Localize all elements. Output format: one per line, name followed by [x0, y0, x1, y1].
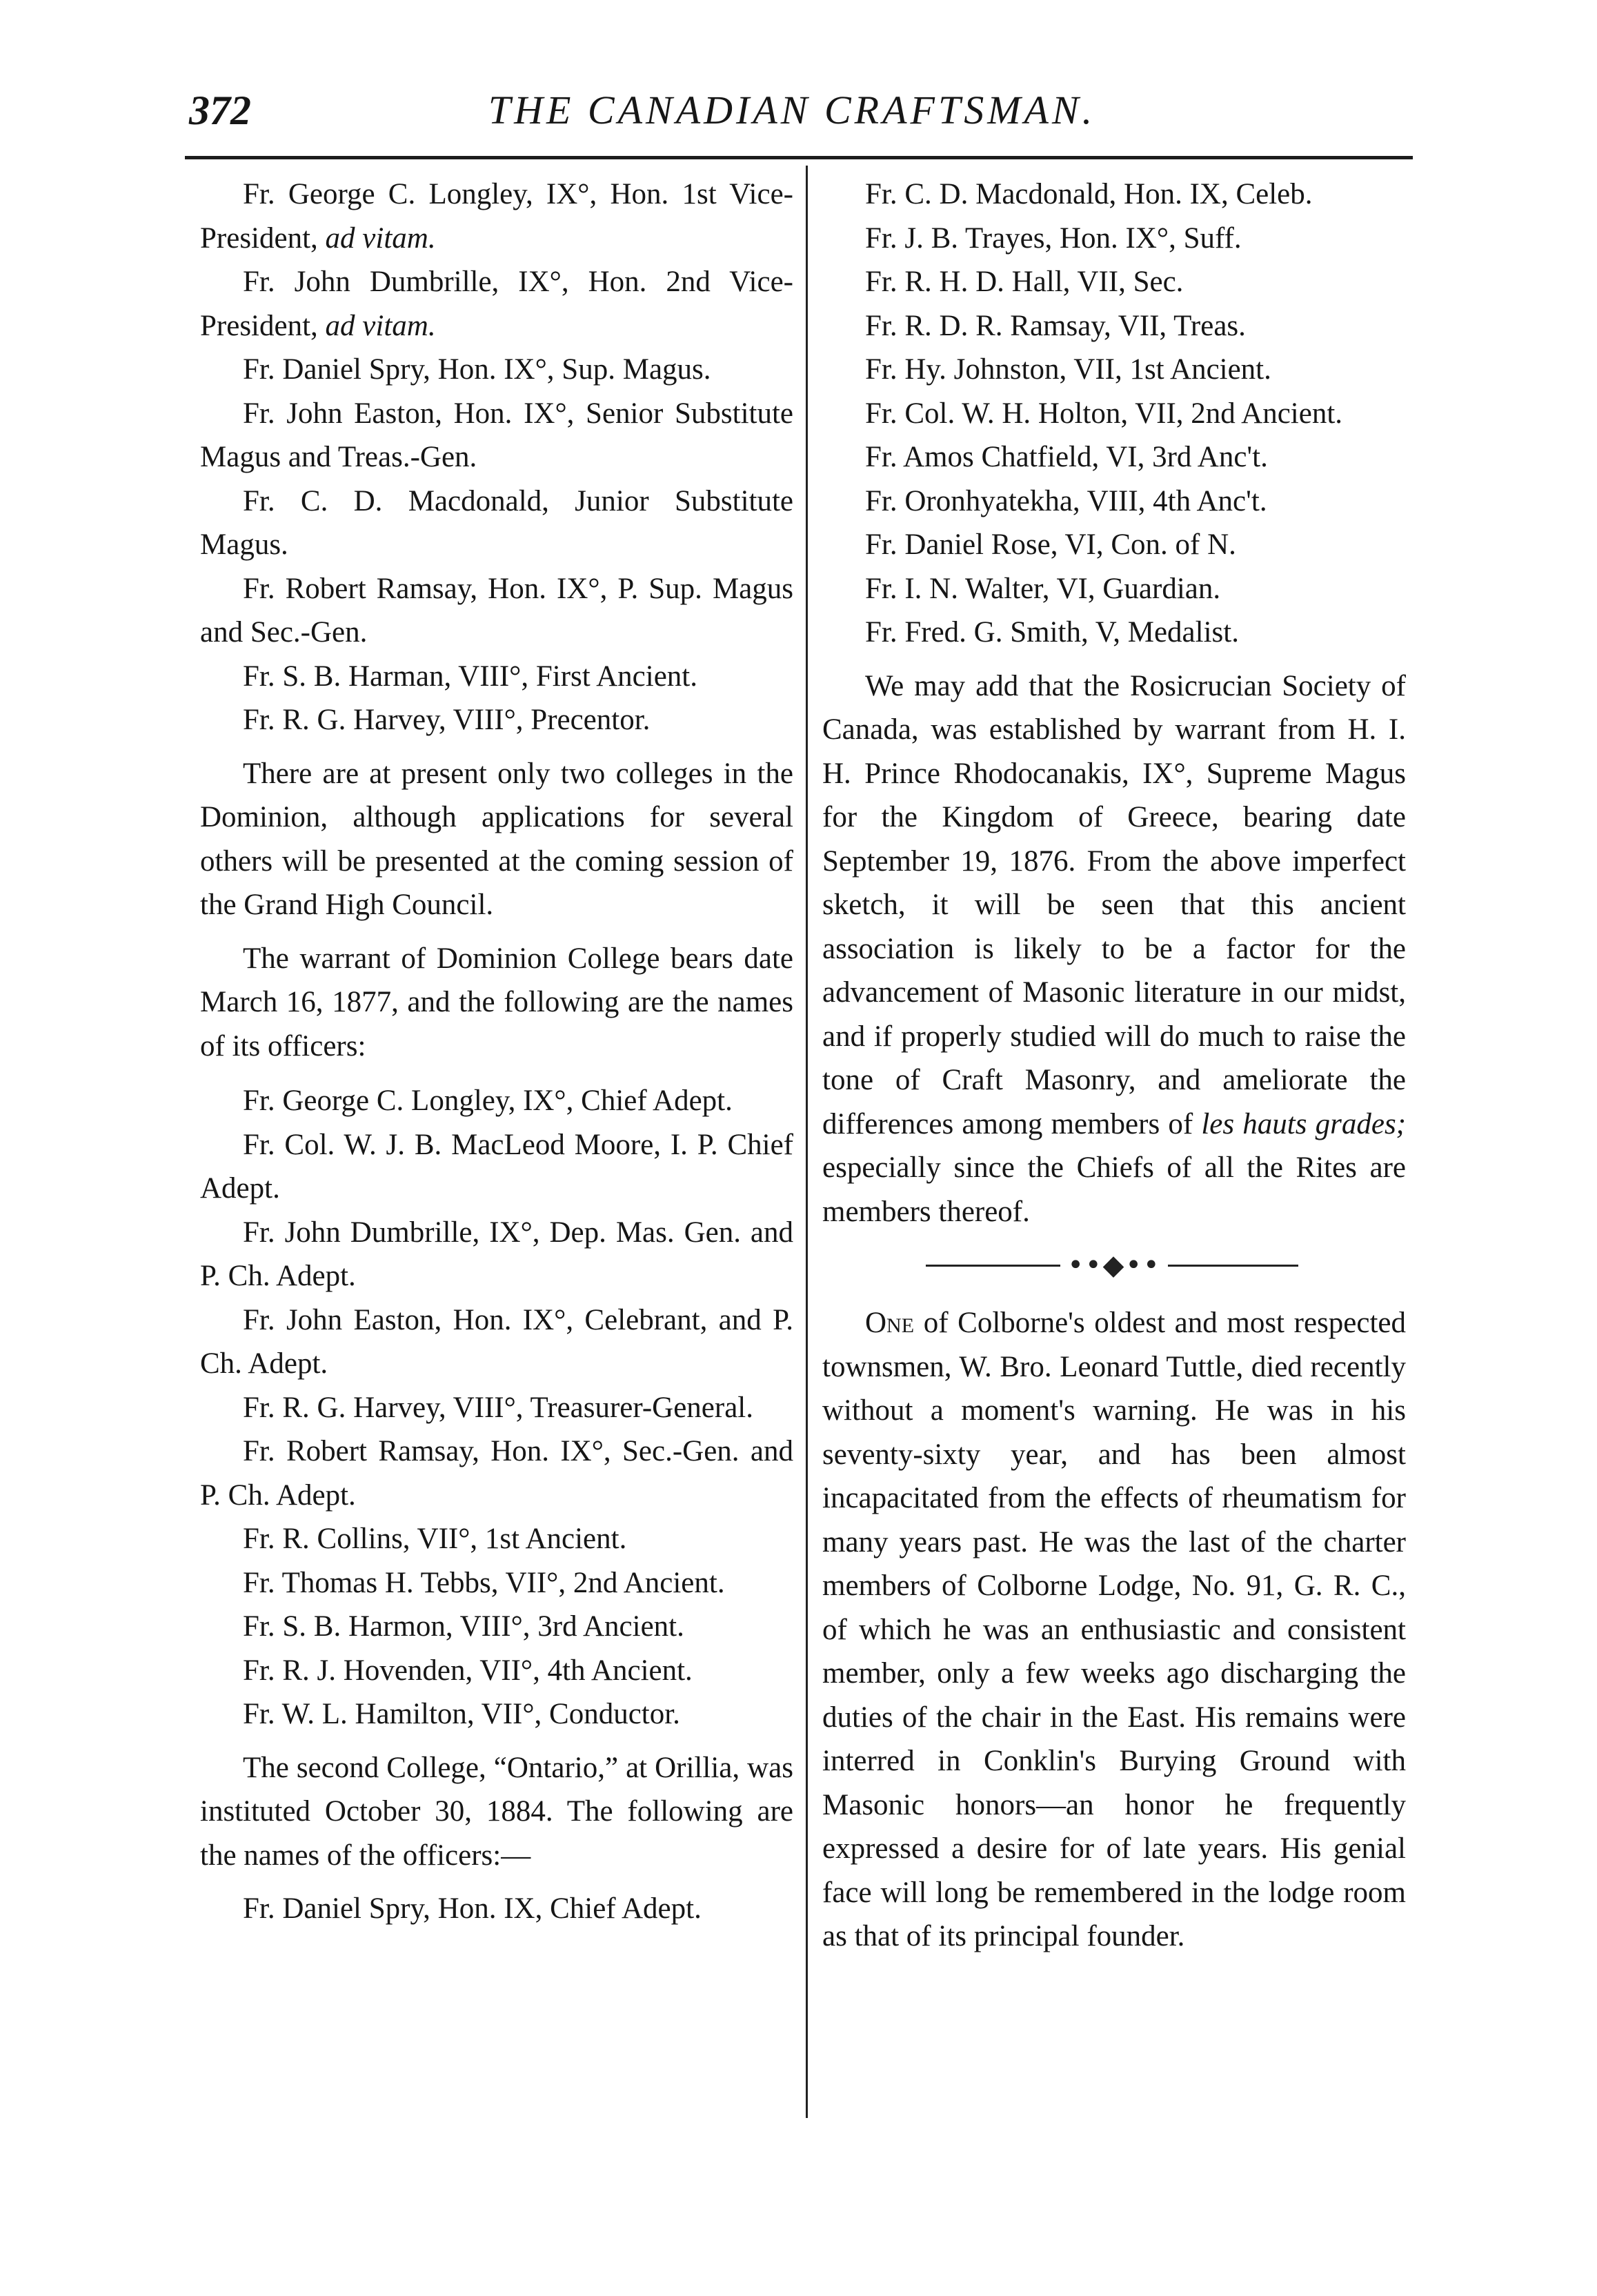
section-separator [822, 1240, 1406, 1292]
ontario-officer-entry: Fr. C. D. Macdonald, Hon. IX, Celeb. [865, 178, 1313, 210]
dominion-officer-entry: Fr. Thomas H. Tebbs, VII°, 2nd Ancient. [243, 1566, 725, 1599]
ontario-officer-entry: Fr. J. B. Trayes, Hon. IX°, Suff. [865, 221, 1242, 255]
column-divider [806, 166, 808, 2118]
page-number: 372 [189, 88, 251, 133]
ornament-icon: ••◆•• [822, 1245, 1406, 1286]
dominion-officer-entry: Fr. John Easton, Hon. IX°, Celebrant, and P. Ch. Adept. [200, 1303, 793, 1380]
ontario-officer-entry: Fr. Col. W. H. Holton, VII, 2nd Ancient. [865, 397, 1343, 430]
ontario-officer-entry: Fr. Amos Chatfield, VI, 3rd Anc't. [865, 441, 1268, 473]
council-officer-entry: Fr. Daniel Spry, Hon. IX°, Sup. Magus. [243, 353, 711, 386]
council-officer-entry: Fr. John Dumbrille, IX°, Hon. 2nd Vice-President, ad vitam. [200, 266, 793, 342]
ontario-officer-entry: Fr. R. H. D. Hall, VII, Sec. [865, 266, 1184, 298]
dominion-officer-entry: Fr. John Dumbrille, IX°, Dep. Mas. Gen. and P. Ch. Adept. [200, 1216, 793, 1292]
paragraph-ontario-college: The second College, “Ontario,” at Orillia, was instituted October 30, 1884. The following are the names of the officers:— [200, 1751, 793, 1872]
council-officer-entry: Fr. George C. Longley, IX°, Hon. 1st Vice-President, ad vitam. [200, 178, 793, 255]
paragraph-dominion-college: The warrant of Dominion College bears date March 16, 1877, and the following are the names of its officers: [200, 942, 793, 1062]
dominion-officer-entry: Fr. R. G. Harvey, VIII°, Treasurer-General. [243, 1391, 753, 1424]
council-officer-entry: Fr. S. B. Harman, VIII°, First Ancient. [243, 660, 697, 693]
council-officer-entry: Fr. Robert Ramsay, Hon. IX°, P. Sup. Magus and Sec.-Gen. [200, 572, 793, 649]
ontario-officer-entry: Fr. R. D. R. Ramsay, VII, Treas. [865, 309, 1246, 342]
council-officer-entry: Fr. R. G. Harvey, VIII°, Precentor. [243, 704, 651, 736]
dominion-officer-list [200, 1079, 793, 1736]
ontario-officer-entry: Fr. I. N. Walter, VI, Guardian. [865, 572, 1221, 605]
paragraph-obituary: One of Colborne's oldest and most respected townsmen, W. Bro. Leonard Tuttle, died recently without a moment's warning. He was in his seventy-sixty year, and has been almost incapacitated from the effects of rheumatism for many years past. He was the last of the charter members of Colborne Lodge, No. 91, G. R. C., of which he was an enthusiastic and consistent member, only a few weeks ago discharging the duties of the chair in the East. His remains were interred in Conklin's Burying Ground with Masonic honors—an honor he frequently expressed a desire for of late years. His genial face will long be remembered in the lodge room as that of its principal founder. [822, 1307, 1406, 1952]
ontario-officer-entry: Fr. Hy. Johnston, VII, 1st Ancient. [865, 353, 1271, 386]
obituary-lead-word: One [865, 1307, 915, 1339]
dominion-officer-entry: Fr. S. B. Harmon, VIII°, 3rd Ancient. [243, 1610, 684, 1643]
dominion-officer-entry: Fr. R. J. Hovenden, VII°, 4th Ancient. [243, 1654, 693, 1687]
council-officer-entry: Fr. John Easton, Hon. IX°, Senior Substitute Magus and Treas.-Gen. [200, 397, 793, 473]
ontario-officer-entry: Fr. Daniel Spry, Hon. IX, Chief Adept. [243, 1892, 702, 1925]
dominion-officer-entry: Fr. R. Collins, VII°, 1st Ancient. [243, 1523, 627, 1555]
right-column [822, 172, 1406, 1959]
ontario-officer-entry: Fr. Oronhyatekha, VIII, 4th Anc't. [865, 484, 1267, 517]
dominion-officer-entry: Fr. Col. W. J. B. MacLeod Moore, I. P. Chief Adept. [200, 1128, 793, 1205]
council-officer-entry: Fr. C. D. Macdonald, Junior Substitute Magus. [200, 484, 793, 561]
header-rule [185, 156, 1413, 159]
running-title: THE CANADIAN CRAFTSMAN. [488, 88, 1096, 132]
ontario-officer-entry: Fr. Daniel Rose, VI, Con. of N. [865, 528, 1236, 561]
dominion-officer-entry: Fr. W. L. Hamilton, VII°, Conductor. [243, 1698, 680, 1730]
paragraph-colleges: There are at present only two colleges in the Dominion, although applications for several others will be presented at the coming session of the Grand High Council. [200, 757, 793, 921]
paragraph-rosicrucian-society: We may add that the Rosicrucian Society of Canada, was established by warrant from H. I. H. Prince Rhodocanakis, IX°, Supreme Magus for the Kingdom of Greece, bearing date September 19, 1876. From the above imperfect sketch, it will be seen that this ancient association is likely to be a factor for the advancement of Masonic literature in our midst, and if properly studied will do much to raise the tone of Craft Masonry, and ameliorate the differences among members of les hauts grades; especially since the Chiefs of all the Rites are members thereof. [822, 669, 1406, 1228]
dominion-officer-entry: Fr. George C. Longley, IX°, Chief Adept. [243, 1085, 733, 1117]
left-column [200, 172, 793, 1931]
dominion-officer-entry: Fr. Robert Ramsay, Hon. IX°, Sec.-Gen. and P. Ch. Adept. [200, 1435, 793, 1512]
page-header [171, 83, 1413, 145]
ontario-officer-entry: Fr. Fred. G. Smith, V, Medalist. [865, 616, 1239, 649]
